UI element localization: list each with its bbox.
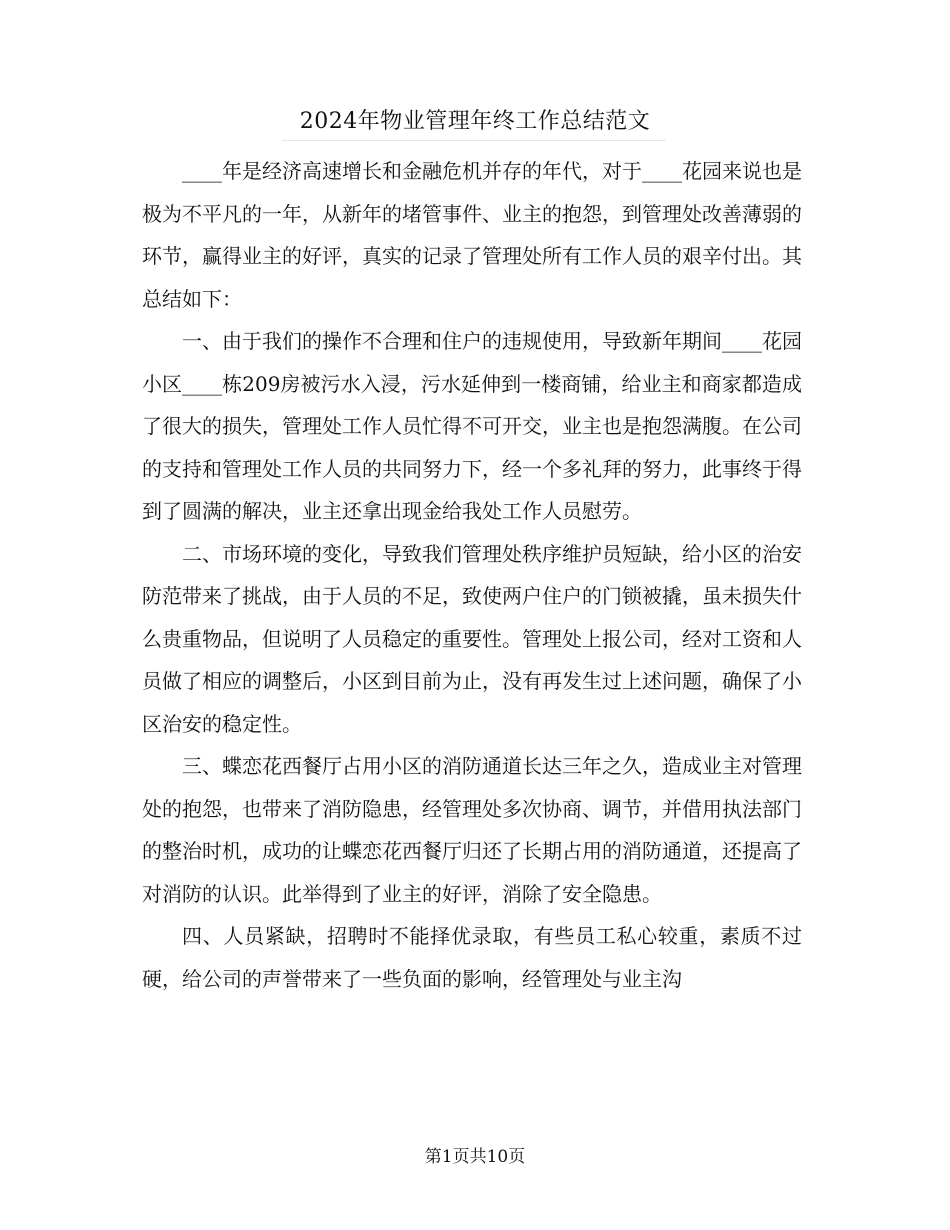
paragraph-item-3: 三、蝶恋花西餐厅占用小区的消防通道长达三年之久，造成业主对管理处的抱怨，也带来了消防隐患，经管理处多次协商、调节，并借用执法部门的整治时机，成功的让蝶恋花西餐厅归还了长期占用的消防通道，还提高了对消防的认识。此举得到了业主的好评，消除了安全隐患。: [142, 754, 802, 906]
paragraph-item-4: 四、人员紧缺，招聘时不能择优录取，有些员工私心较重，素质不过硬，给公司的声誉带来了一些负面的影响，经管理处与业主沟: [142, 924, 802, 991]
paragraph-intro: ____年是经济高速增长和金融危机并存的年代，对于____花园来说也是极为不平凡的一年，从新年的堵管事件、业主的抱怨，到管理处改善薄弱的环节，赢得业主的好评，真实的记录了管理处所有工作人员的艰辛付出。其总结如下：: [142, 159, 802, 311]
document-title: 2024年物业管理年终工作总结范文: [299, 109, 651, 134]
page-number: 第1页共10页: [424, 1147, 526, 1167]
paragraph-item-1: 一、由于我们的操作不合理和住户的违规使用，导致新年期间____花园小区____栋209房被污水入浸，污水延伸到一楼商铺，给业主和商家都造成了很大的损失，管理处工作人员忙得不可开交，业主也是抱怨满腹。在公司的支持和管理处工作人员的共同努力下，经一个多礼拜的努力，此事终于得到了圆满的解决，业主还拿出现金给我处工作人员慰劳。: [142, 329, 802, 523]
paragraph-item-2: 二、市场环境的变化，导致我们管理处秩序维护员短缺，给小区的治安防范带来了挑战，由于人员的不足，致使两户住户的门锁被撬，虽未损失什么贵重物品，但说明了人员稳定的重要性。管理处上报公司，经对工资和人员做了相应的调整后，小区到目前为止，没有再发生过上述问题，确保了小区治安的稳定性。: [142, 541, 802, 736]
document-body: [142, 150, 802, 1000]
title-divider: [282, 140, 666, 141]
